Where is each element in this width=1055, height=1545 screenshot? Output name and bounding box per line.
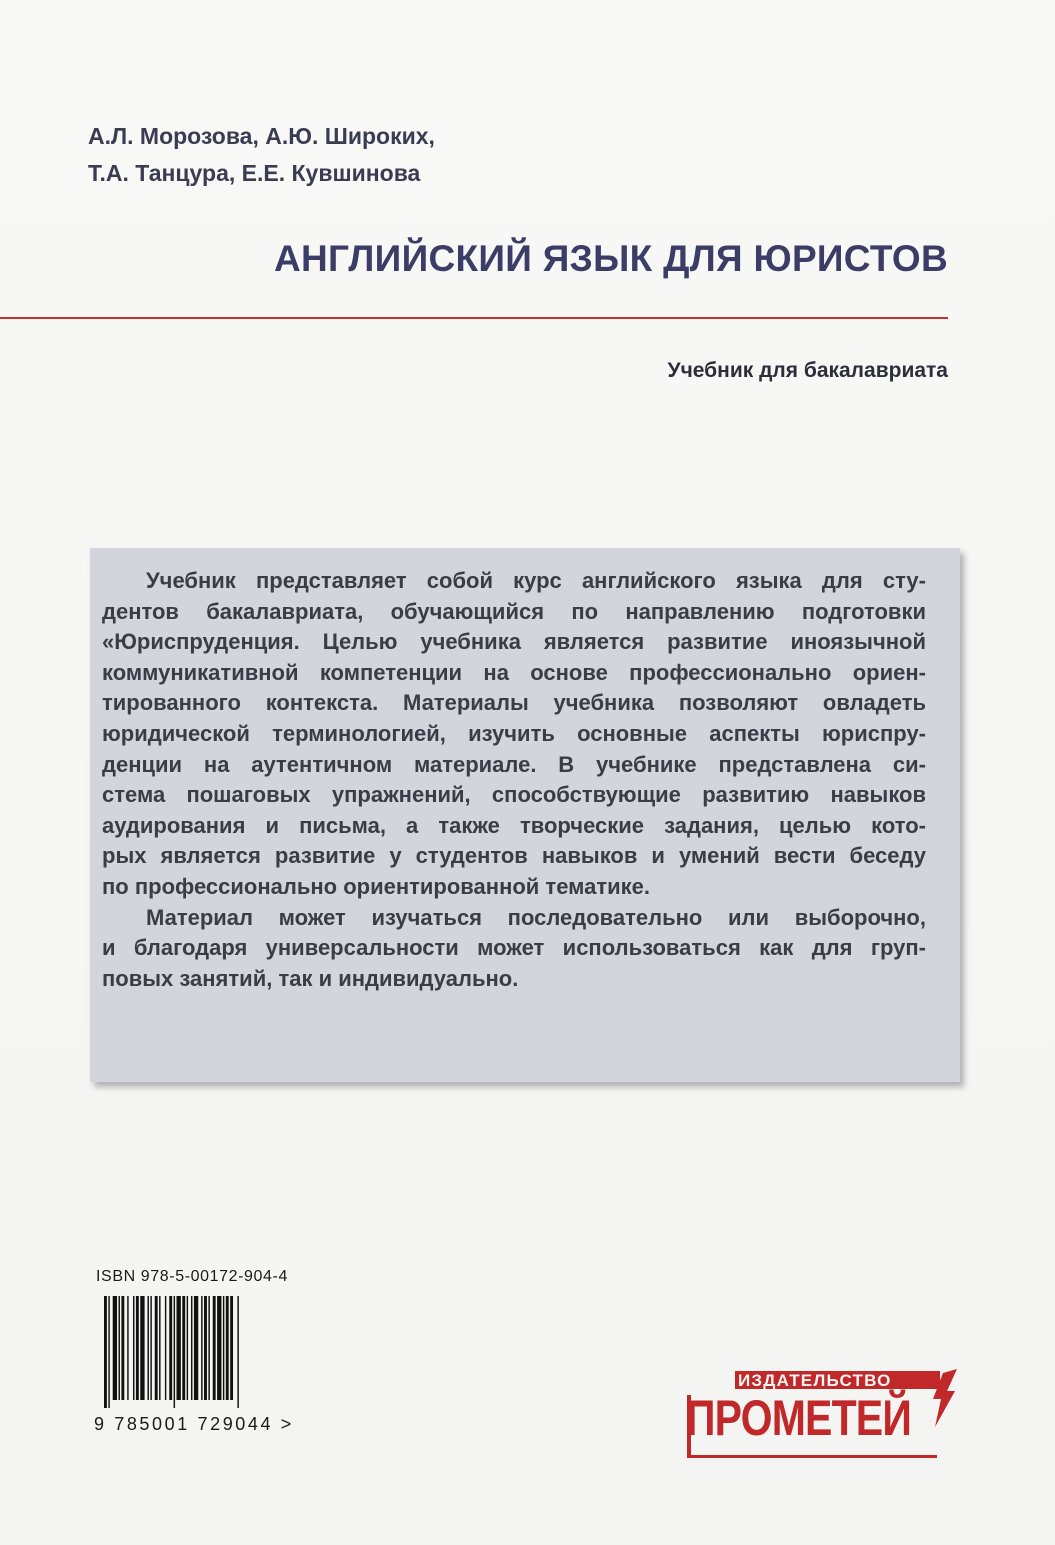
annotation-line: рых является развитие у студентов навыков и умений вести беседу: [102, 843, 926, 869]
annotation-line: по профессионально ориентированной тематике.: [102, 873, 651, 899]
title-rule: [0, 317, 948, 319]
authors-line-2: Т.А. Танцура, Е.Е. Кувшинова: [88, 160, 421, 186]
annotation-line: «Юриспруденция. Целью учебника является развитие иноязычной: [102, 629, 926, 655]
annotation-line: Материал может изучаться последовательно или выборочно,: [146, 904, 926, 930]
annotation-line: денции на аутентичном материале. В учебнике представлена си-: [102, 751, 926, 777]
annotation-line: тированного контекста. Материалы учебника позволяют овладеть: [102, 690, 926, 716]
annotation-line: аудирования и письма, а также творческие задания, целью кото-: [102, 812, 926, 838]
barcode-digits: 9 785001 729044 >: [94, 1414, 294, 1434]
annotation-line: дентов бакалавриата, обучающийся по направлению подготовки: [102, 598, 926, 624]
publisher-name: ПРОМЕТЕЙ: [686, 1390, 911, 1446]
book-title: АНГЛИЙСКИЙ ЯЗЫК ДЛЯ ЮРИСТОВ: [274, 238, 948, 279]
book-subtitle: Учебник для бакалавриата: [667, 359, 948, 382]
annotation-line: и благодаря универсальности может использоваться как для груп-: [102, 935, 926, 961]
annotation-line: юридической терминологией, изучить основные аспекты юриспру-: [102, 720, 926, 746]
annotation-line: Учебник представляет собой курс английского языка для сту-: [146, 568, 926, 593]
authors-line-1: А.Л. Морозова, А.Ю. Широких,: [88, 123, 435, 149]
publisher-label: ИЗДАТЕЛЬСТВО: [738, 1371, 892, 1390]
authors: [88, 118, 435, 192]
annotation-line: коммуникативной компетенции на основе профессионально ориен-: [102, 659, 926, 685]
annotation-text: [102, 566, 926, 994]
annotation-line: стема пошаговых упражнений, способствующие развитию навыков: [102, 782, 926, 808]
annotation-line: повых занятий, так и индивидуально.: [102, 965, 519, 991]
barcode-icon: [104, 1296, 284, 1408]
isbn-label: ISBN 978-5-00172-904-4: [96, 1268, 288, 1285]
